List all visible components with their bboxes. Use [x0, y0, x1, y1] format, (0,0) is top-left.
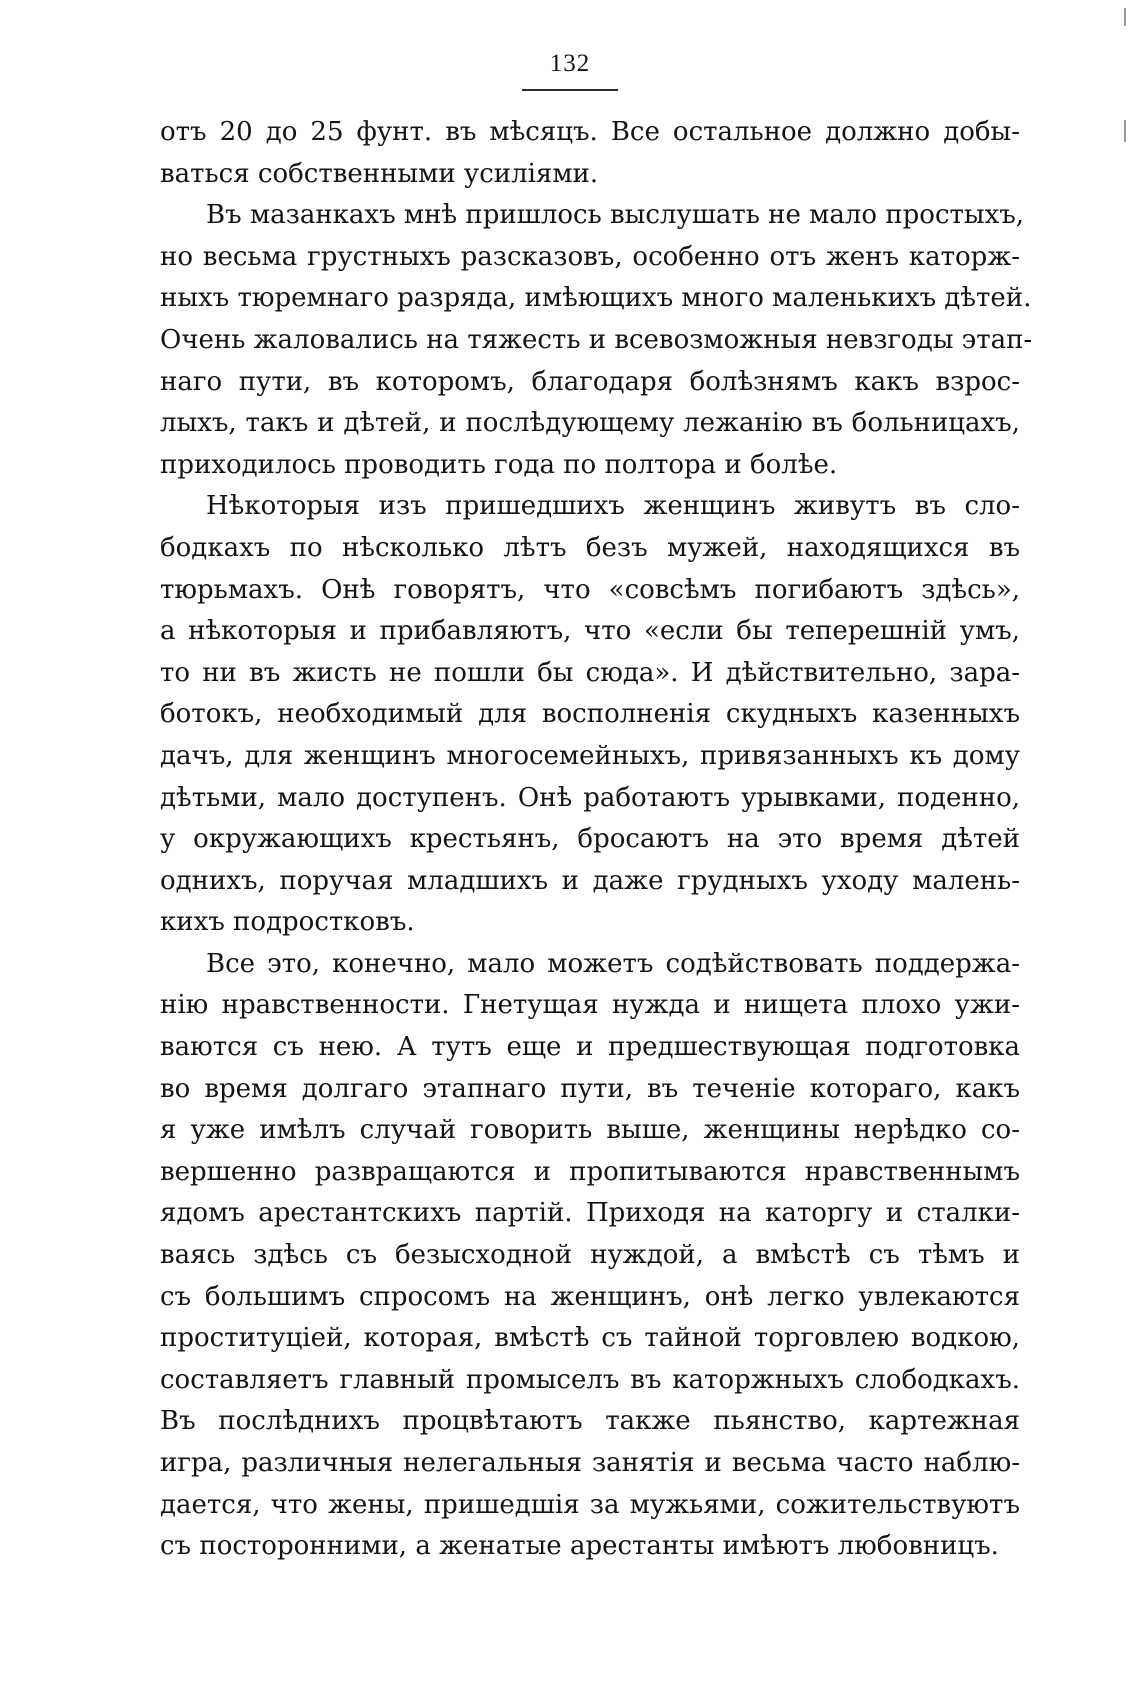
text-line: ядомъ арестантскихъ партій. Приходя на каторгу и сталки- — [160, 1198, 1020, 1229]
paragraph — [160, 112, 1020, 195]
text-line: дается, что жены, пришедшія за мужьями, сожительствуютъ — [160, 1489, 1020, 1520]
text-line: вершенно развращаются и пропитываются нравственнымъ — [160, 1156, 1020, 1187]
text-line: я уже имѣлъ случай говорить выше, женщины нерѣдко со- — [160, 1115, 1020, 1146]
text-line: ботокъ, необходимый для восполненія скудныхъ казенныхъ — [160, 699, 1020, 730]
text-line: однихъ, поручая младшихъ и даже грудныхъ уходу малень- — [160, 865, 1020, 896]
text-line: нію нравственности. Гнетущая нужда и нищета плохо ужи- — [160, 990, 1020, 1021]
text-line: но весьма грустныхъ разсказовъ, особенно отъ женъ каторж- — [160, 241, 1020, 272]
text-line: лыхъ, такъ и дѣтей, и послѣдующему лежанію въ больницахъ, — [160, 408, 1020, 439]
body-text — [160, 112, 1033, 1568]
text-line: у окружающихъ крестьянъ, бросаютъ на это время дѣтей — [160, 824, 1020, 855]
text-line: игра, различныя нелегальныя занятія и весьма часто наблю- — [160, 1448, 1020, 1478]
scan-edge-mark — [1124, 8, 1126, 26]
text-line: бодкахъ по нѣсколько лѣтъ безъ мужей, находящихся въ — [160, 532, 1020, 563]
text-line: ваются съ нею. А тутъ еще и предшествующая подготовка — [160, 1032, 1020, 1063]
text-line: Въ мазанкахъ мнѣ пришлось выслушать не мало простыхъ, — [206, 200, 1025, 231]
paragraph — [160, 944, 1020, 1568]
text-line: то ни въ жисть не пошли бы сюда». И дѣйствительно, зара- — [160, 657, 1020, 688]
text-line: приходилось проводить года по полтора и болѣе. — [160, 449, 838, 480]
text-line: а нѣкоторыя и прибавляютъ, что «если бы теперешній умъ, — [160, 616, 1020, 647]
text-line: Въ послѣднихъ процвѣтаютъ также пьянство, картежная — [160, 1406, 1020, 1437]
text-line: составляетъ главный промыселъ въ каторжныхъ слободкахъ. — [160, 1364, 1020, 1395]
text-line: съ большимъ спросомъ на женщинъ, онѣ легко увлекаются — [160, 1281, 1020, 1312]
text-line: Все это, конечно, мало можетъ содѣйствовать поддержа- — [206, 948, 1020, 979]
text-line: отъ 20 до 25 фунт. въ мѣсяцъ. Все остальное должно добы- — [160, 117, 1020, 147]
text-line: проституціей, которая, вмѣстѣ съ тайной торговлею водкою, — [160, 1323, 1020, 1354]
text-line: дѣтьми, мало доступенъ. Онѣ работаютъ урывками, поденно, — [160, 782, 1020, 813]
paragraph — [160, 486, 1020, 944]
text-line: тюрьмахъ. Онѣ говорятъ, что «совсѣмъ погибаютъ здѣсь», — [160, 574, 1020, 605]
text-line: ваясь здѣсь съ безысходной нуждой, а вмѣстѣ съ тѣмъ и — [160, 1240, 1020, 1271]
text-line: Очень жаловались на тяжесть и всевозможныя невзгоды этап- — [160, 324, 1033, 355]
text-line: во время долгаго этапнаго пути, въ теченіе котораго, какъ — [160, 1073, 1020, 1104]
text-line: съ посторонними, а женатые арестанты имѣютъ любовницъ. — [160, 1531, 999, 1562]
page-number: 132 — [549, 50, 591, 77]
text-line: кихъ подростковъ. — [160, 907, 415, 938]
text-line: дачъ, для женщинъ многосемейныхъ, привязанныхъ къ дому — [160, 740, 1020, 771]
scan-edge-mark — [1124, 120, 1126, 142]
text-line: ныхъ тюремнаго разряда, имѣющихъ много маленькихъ дѣтей. — [160, 283, 1032, 314]
text-line: ваться собственными усиліями. — [160, 158, 599, 189]
paragraph — [160, 195, 1033, 486]
text-line: Нѣкоторыя изъ пришедшихъ женщинъ живутъ въ сло- — [206, 491, 1020, 522]
text-line: наго пути, въ которомъ, благодаря болѣзнямъ какъ взрос- — [160, 366, 1020, 397]
page-number-rule — [522, 89, 618, 91]
